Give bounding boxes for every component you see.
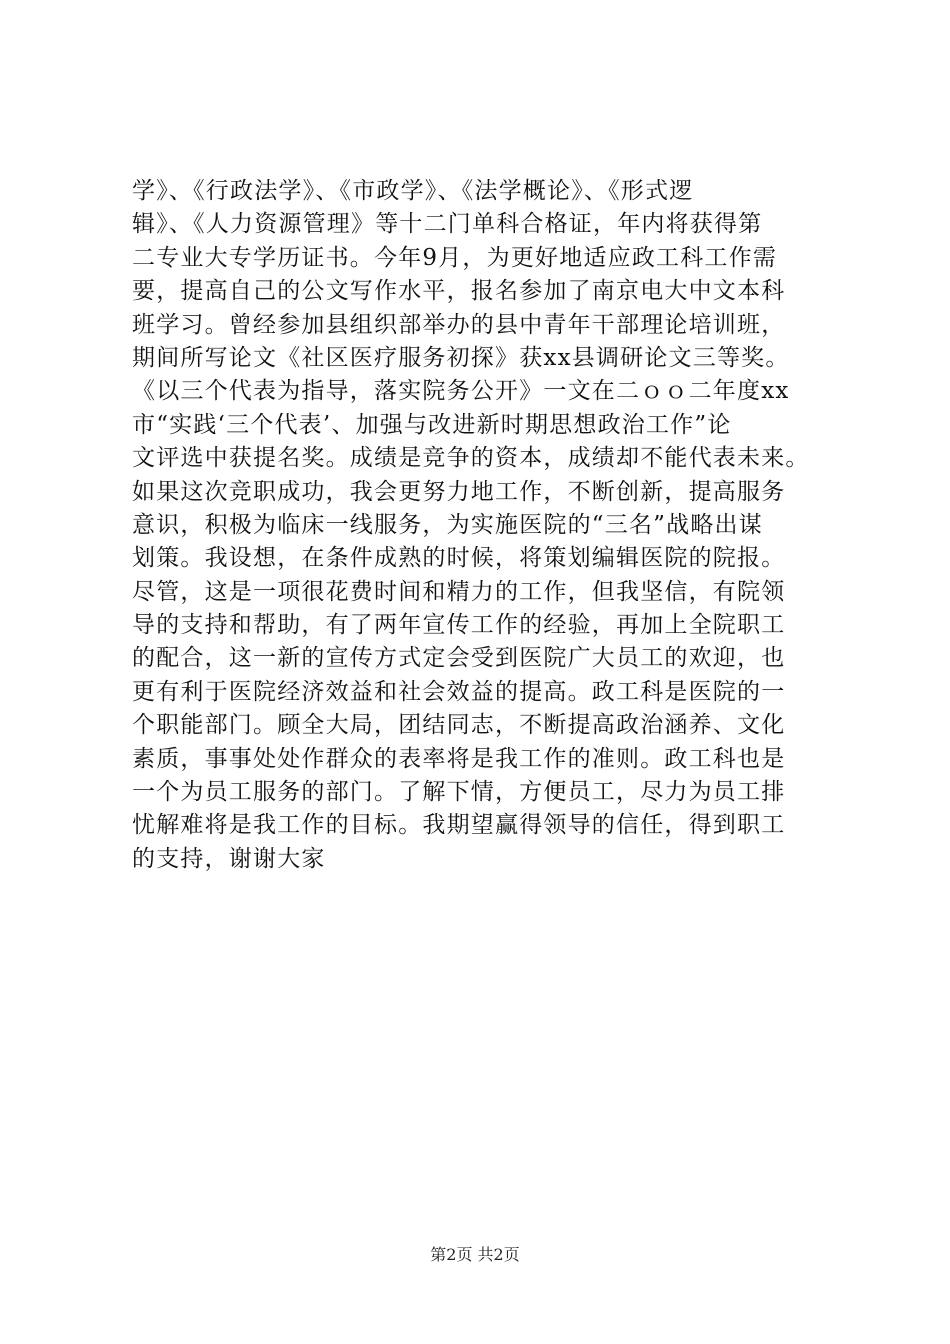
text-line: 期间所写论文《社区医疗服务初探》获xx县调研论文三等奖。: [132, 344, 790, 371]
text-line: 二专业大专学历证书。今年9月，为更好地适应政工科工作需: [132, 244, 778, 271]
text-line: 划策。我设想，在条件成熟的时候，将策划编辑医院的院报。: [132, 545, 786, 572]
text-line: 市“实践‘三个代表’、加强与改进新时期思想政治工作”论: [132, 411, 732, 438]
text-line: 素质，事事处处作群众的表率将是我工作的准则。政工科也是: [132, 745, 786, 772]
text-line: 个职能部门。顾全大局，团结同志，不断提高政治涵养、文化: [132, 712, 786, 739]
text-line: 导的支持和帮助，有了两年宣传工作的经验，再加上全院职工: [132, 612, 786, 639]
text-line: 意识，积极为临床一线服务，为实施医院的“三名”战略出谋: [132, 511, 763, 538]
text-line: 《以三个代表为指导，落实院务公开》一文在二ｏｏ二年度xx: [132, 378, 790, 405]
text-line: 更有利于医院经济效益和社会效益的提高。政工科是医院的一: [132, 678, 786, 705]
text-line: 忧解难将是我工作的目标。我期望赢得领导的信任，得到职工: [132, 812, 786, 839]
text-line: 一个为员工服务的部门。了解下情，方便员工，尽力为员工排: [132, 779, 786, 806]
text-line: 如果这次竞职成功，我会更努力地工作，不断创新，提高服务: [132, 478, 786, 505]
text-line: 文评选中获提名奖。成绩是竞争的资本，成绩却不能代表未来。: [132, 445, 810, 472]
text-line: 班学习。曾经参加县组织部举办的县中青年干部理论培训班，: [132, 311, 786, 338]
text-line: 学》、《行政法学》、《市政学》、《法学概论》、《形式逻: [132, 178, 694, 204]
text-line: 要，提高自己的公文写作水平，报名参加了南京电大中文本科: [132, 278, 786, 305]
body-text: [132, 175, 852, 876]
text-line: 的支持，谢谢大家: [132, 845, 326, 872]
text-line: 辑》、《人力资源管理》等十二门单科合格证，年内将获得第: [132, 211, 763, 238]
text-line: 的配合，这一新的宣传方式定会受到医院广大员工的欢迎，也: [132, 645, 786, 672]
text-line: 尽管，这是一项很花费时间和精力的工作，但我坚信，有院领: [132, 578, 786, 605]
page-number-footer: 第2页 共2页: [430, 1245, 520, 1264]
